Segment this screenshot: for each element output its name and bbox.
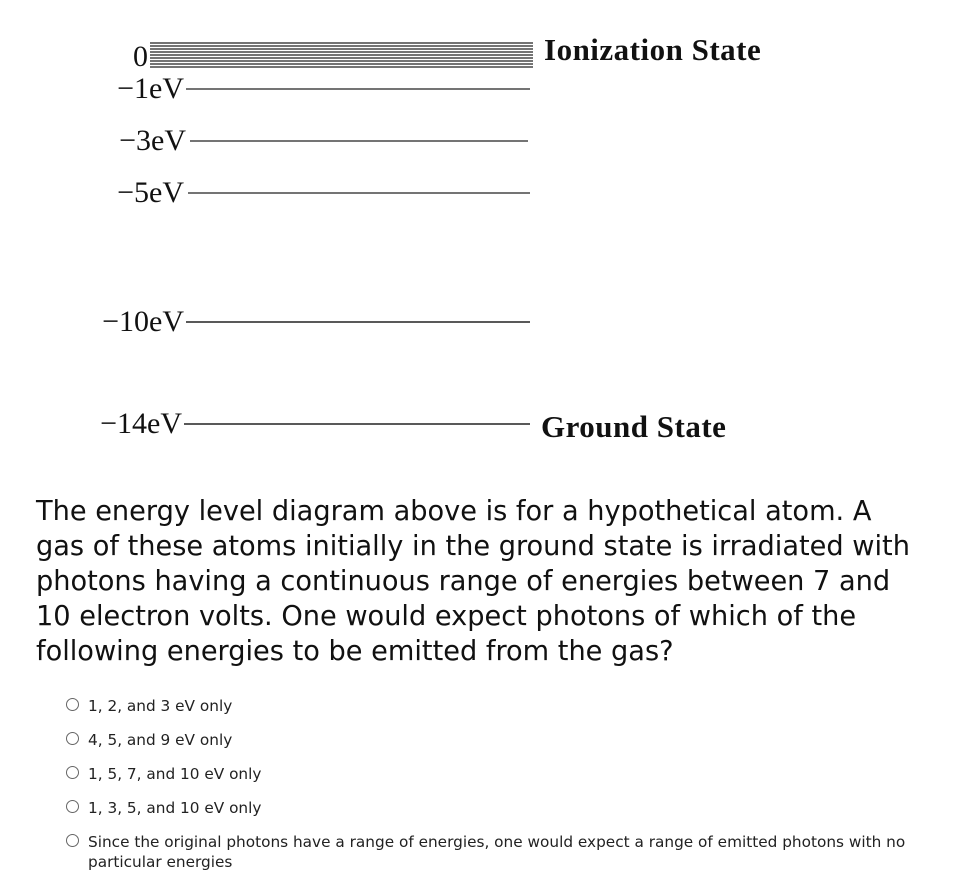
ionization-state-label: Ionization State <box>544 32 762 67</box>
choice-label: 1, 5, 7, and 10 eV only <box>88 765 262 783</box>
choice-d[interactable] <box>66 798 936 832</box>
choice-label: 4, 5, and 9 eV only <box>88 731 233 749</box>
level-label-minus-14: −14eV <box>100 407 182 440</box>
level-label-minus-5: −5eV <box>117 176 184 209</box>
answer-choices <box>66 696 936 872</box>
level-label-0: 0 <box>133 40 148 73</box>
choice-c[interactable] <box>66 764 936 798</box>
level-label-minus-10: −10eV <box>102 305 184 338</box>
ground-state-label: Ground State <box>541 409 727 444</box>
radio-button[interactable] <box>66 800 79 813</box>
radio-button[interactable] <box>66 766 79 779</box>
radio-button[interactable] <box>66 698 79 711</box>
ionization-lines <box>150 43 533 67</box>
choice-a[interactable] <box>66 696 936 730</box>
radio-button[interactable] <box>66 834 79 847</box>
question-text: The energy level diagram above is for a hypothetical atom. A gas of these atoms initially in the ground state is irradiated with photons having a continuous range of energies between 7 and 10 electron volts. One would expect photons of which of the following energies to be emitted from the gas? <box>36 496 910 667</box>
choice-b[interactable] <box>66 730 936 764</box>
choice-label: 1, 3, 5, and 10 eV only <box>88 799 262 817</box>
choice-label: Since the original photons have a range of energies, one would expect a range of emitted photons with no particular energies <box>88 833 906 871</box>
level-label-minus-3: −3eV <box>119 124 186 157</box>
choice-label: 1, 2, and 3 eV only <box>88 697 233 715</box>
choice-e[interactable] <box>66 832 936 872</box>
level-label-minus-1: −1eV <box>117 72 184 105</box>
radio-button[interactable] <box>66 732 79 745</box>
